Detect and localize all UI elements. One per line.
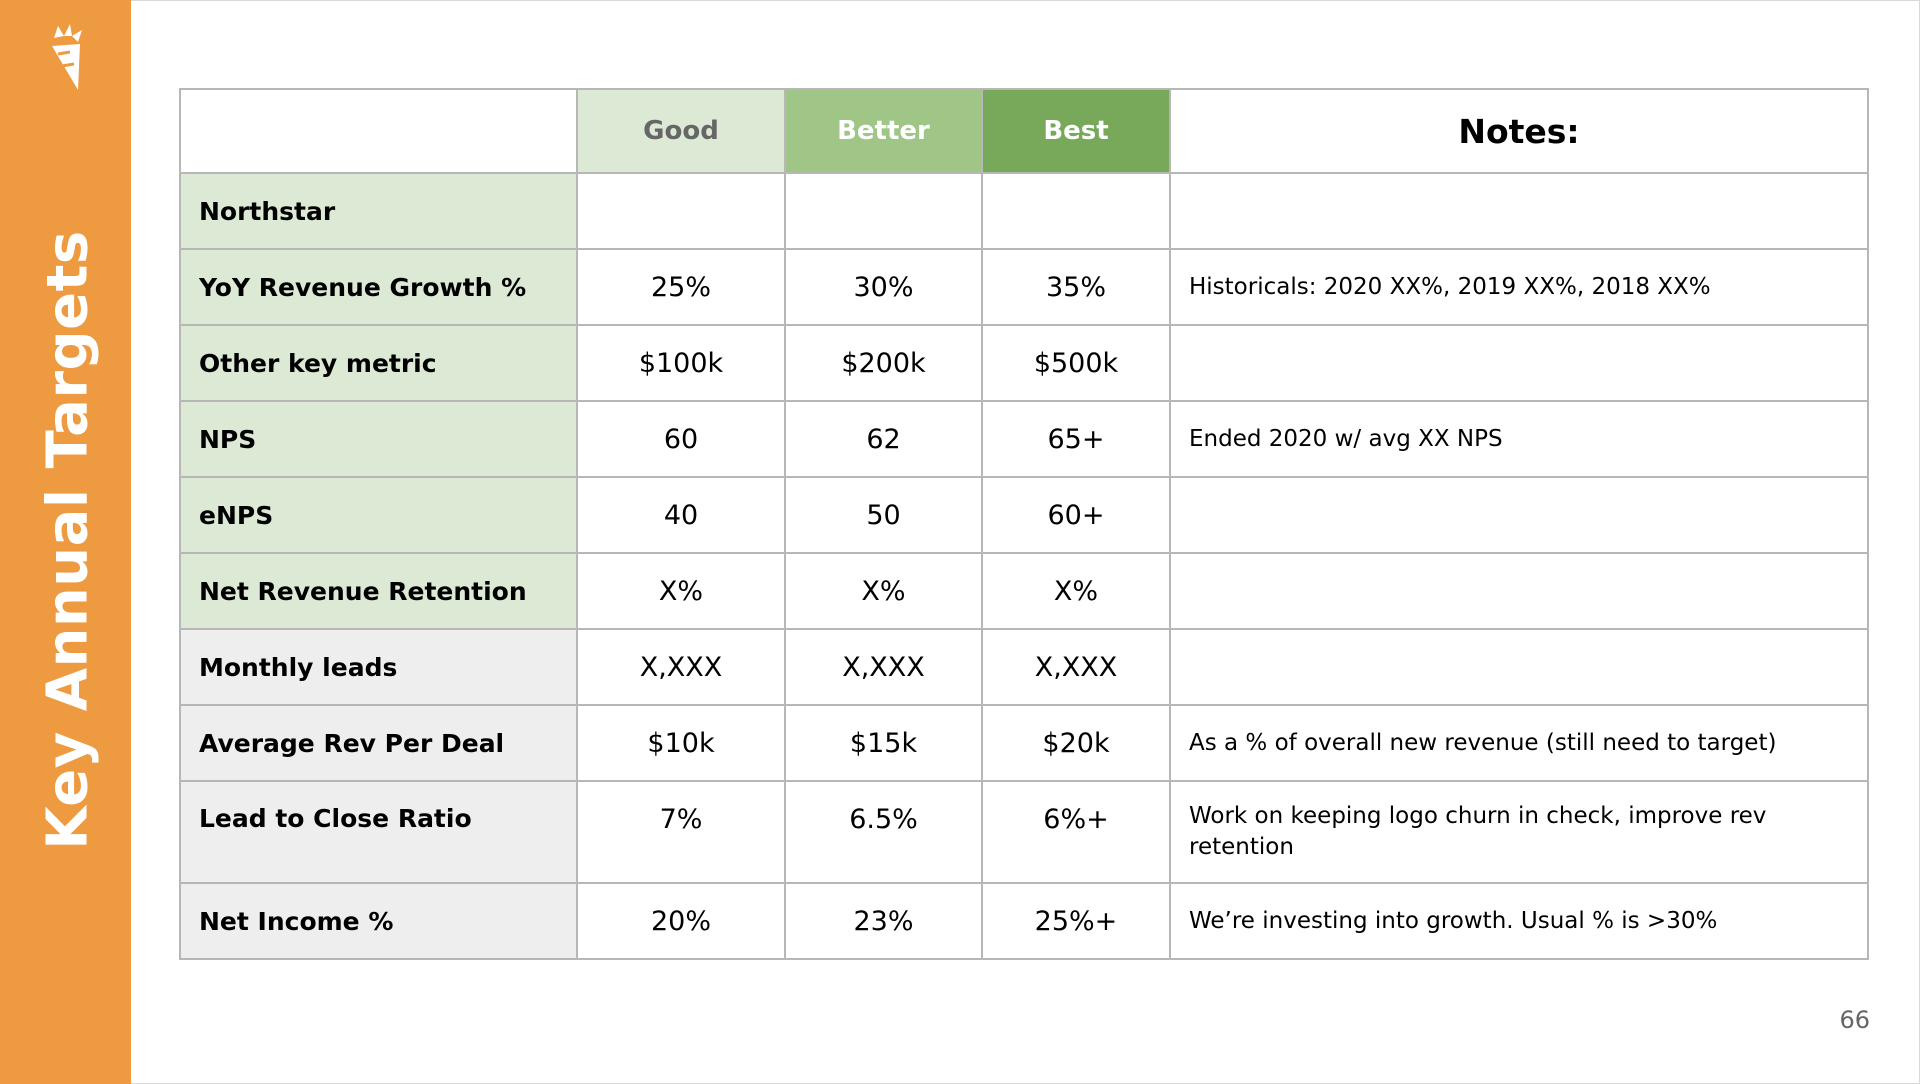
good-value bbox=[577, 173, 785, 249]
table-row bbox=[180, 325, 1868, 401]
best-value: 35% bbox=[982, 249, 1170, 325]
header-blank-cell bbox=[180, 89, 577, 173]
table-row bbox=[180, 401, 1868, 477]
header-notes: Notes: bbox=[1170, 89, 1868, 173]
row-label: eNPS bbox=[180, 477, 577, 553]
best-value: $500k bbox=[982, 325, 1170, 401]
row-label: Other key metric bbox=[180, 325, 577, 401]
row-notes bbox=[1170, 553, 1868, 629]
table-row bbox=[180, 629, 1868, 705]
better-value: 6.5% bbox=[785, 781, 982, 883]
table-row bbox=[180, 883, 1868, 959]
good-value: 25% bbox=[577, 249, 785, 325]
table-row bbox=[180, 781, 1868, 883]
table-row bbox=[180, 173, 1868, 249]
better-value: 50 bbox=[785, 477, 982, 553]
table-header-row bbox=[180, 89, 1868, 173]
side-band bbox=[0, 0, 131, 1084]
row-notes bbox=[1170, 477, 1868, 553]
good-value: 20% bbox=[577, 883, 785, 959]
best-value: $20k bbox=[982, 705, 1170, 781]
good-value: X% bbox=[577, 553, 785, 629]
row-label: Net Revenue Retention bbox=[180, 553, 577, 629]
table-row bbox=[180, 249, 1868, 325]
better-value: 23% bbox=[785, 883, 982, 959]
row-notes bbox=[1170, 173, 1868, 249]
best-value: 6%+ bbox=[982, 781, 1170, 883]
better-value: 62 bbox=[785, 401, 982, 477]
better-value: X% bbox=[785, 553, 982, 629]
row-notes bbox=[1170, 629, 1868, 705]
row-notes: Ended 2020 w/ avg XX NPS bbox=[1170, 401, 1868, 477]
row-notes: Work on keeping logo churn in check, improve rev retention bbox=[1170, 781, 1868, 883]
row-label: YoY Revenue Growth % bbox=[180, 249, 577, 325]
better-value bbox=[785, 173, 982, 249]
targets-table bbox=[179, 88, 1869, 960]
header-good: Good bbox=[577, 89, 785, 173]
table-row bbox=[180, 477, 1868, 553]
good-value: 60 bbox=[577, 401, 785, 477]
header-better: Better bbox=[785, 89, 982, 173]
row-label: Lead to Close Ratio bbox=[180, 781, 577, 883]
row-label: Northstar bbox=[180, 173, 577, 249]
best-value bbox=[982, 173, 1170, 249]
row-label: Monthly leads bbox=[180, 629, 577, 705]
row-label: NPS bbox=[180, 401, 577, 477]
best-value: 25%+ bbox=[982, 883, 1170, 959]
good-value: X,XXX bbox=[577, 629, 785, 705]
row-notes: Historicals: 2020 XX%, 2019 XX%, 2018 XX% bbox=[1170, 249, 1868, 325]
better-value: $15k bbox=[785, 705, 982, 781]
header-best: Best bbox=[982, 89, 1170, 173]
good-value: $10k bbox=[577, 705, 785, 781]
row-notes bbox=[1170, 325, 1868, 401]
page-number: 66 bbox=[1839, 1006, 1870, 1034]
row-label: Average Rev Per Deal bbox=[180, 705, 577, 781]
carrot-icon bbox=[40, 24, 90, 94]
row-notes: We’re investing into growth. Usual % is >30% bbox=[1170, 883, 1868, 959]
row-notes: As a % of overall new revenue (still need to target) bbox=[1170, 705, 1868, 781]
slide-title: Key Annual Targets bbox=[35, 230, 101, 850]
row-label: Net Income % bbox=[180, 883, 577, 959]
good-value: 40 bbox=[577, 477, 785, 553]
best-value: X% bbox=[982, 553, 1170, 629]
better-value: $200k bbox=[785, 325, 982, 401]
better-value: X,XXX bbox=[785, 629, 982, 705]
best-value: X,XXX bbox=[982, 629, 1170, 705]
better-value: 30% bbox=[785, 249, 982, 325]
good-value: 7% bbox=[577, 781, 785, 883]
table-row bbox=[180, 705, 1868, 781]
good-value: $100k bbox=[577, 325, 785, 401]
best-value: 65+ bbox=[982, 401, 1170, 477]
table-row bbox=[180, 553, 1868, 629]
best-value: 60+ bbox=[982, 477, 1170, 553]
